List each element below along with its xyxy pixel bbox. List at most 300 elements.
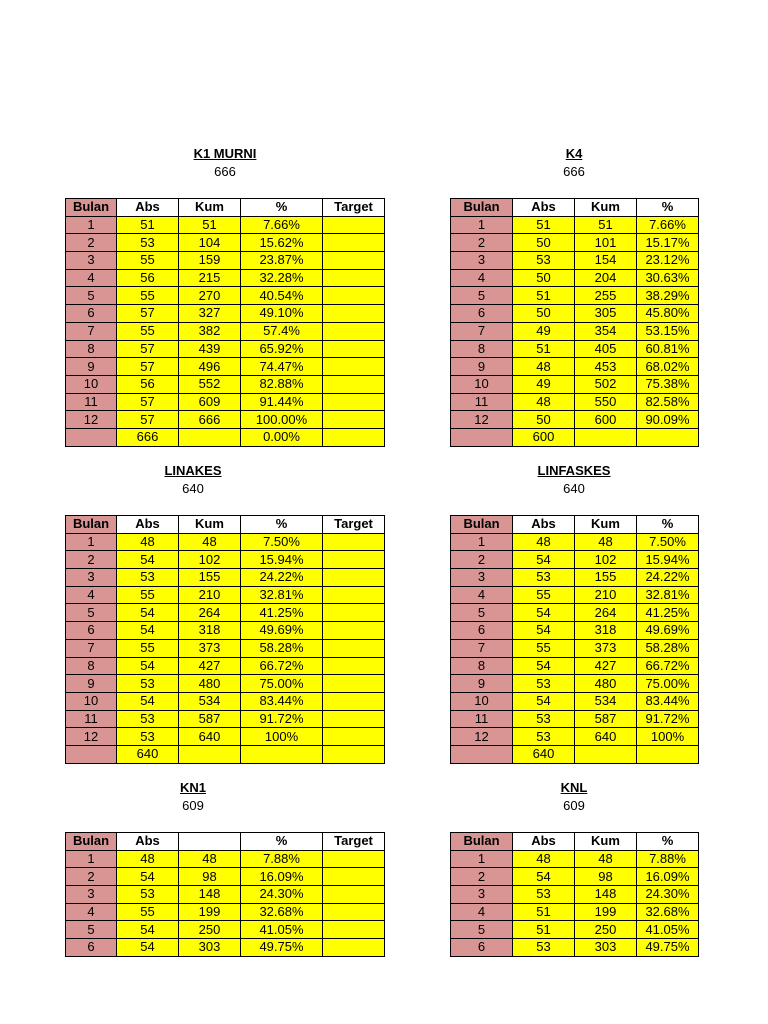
data-cell[interactable]: 53 <box>117 710 179 728</box>
data-cell[interactable]: 48 <box>513 850 575 868</box>
month-cell[interactable]: 1 <box>451 850 513 868</box>
data-cell[interactable]: 90.09% <box>637 411 699 429</box>
table-row <box>451 939 699 957</box>
data-cell[interactable]: 15.62% <box>241 234 323 252</box>
data-cell[interactable] <box>637 745 699 763</box>
data-cell[interactable]: 250 <box>575 921 637 939</box>
data-cell[interactable] <box>323 234 385 252</box>
data-cell[interactable]: 102 <box>179 551 241 569</box>
data-cell[interactable]: 54 <box>117 692 179 710</box>
month-cell[interactable]: 10 <box>66 692 117 710</box>
data-cell[interactable]: 199 <box>179 903 241 921</box>
data-cell[interactable] <box>323 551 385 569</box>
data-cell[interactable]: 15.94% <box>241 551 323 569</box>
data-cell[interactable] <box>323 216 385 234</box>
data-cell[interactable]: 41.25% <box>241 604 323 622</box>
data-cell[interactable]: 318 <box>179 622 241 640</box>
table-row <box>451 921 699 939</box>
month-cell[interactable]: 7 <box>451 639 513 657</box>
data-cell[interactable] <box>323 745 385 763</box>
data-cell[interactable]: 502 <box>575 375 637 393</box>
data-cell[interactable] <box>323 886 385 904</box>
data-cell[interactable]: 53 <box>513 675 575 693</box>
month-cell[interactable]: 9 <box>451 675 513 693</box>
month-cell[interactable]: 10 <box>66 375 117 393</box>
data-cell[interactable]: 15.94% <box>637 551 699 569</box>
data-cell[interactable]: 55 <box>117 903 179 921</box>
table-header-row <box>66 516 385 534</box>
data-cell[interactable] <box>323 692 385 710</box>
data-cell[interactable] <box>323 252 385 270</box>
data-cell[interactable]: 50 <box>513 411 575 429</box>
data-cell[interactable]: 264 <box>575 604 637 622</box>
data-cell[interactable] <box>323 393 385 411</box>
data-cell[interactable]: 54 <box>513 551 575 569</box>
data-cell[interactable]: 210 <box>179 586 241 604</box>
table-row <box>66 551 385 569</box>
data-cell[interactable]: 480 <box>179 675 241 693</box>
data-cell[interactable]: 48 <box>179 850 241 868</box>
month-cell[interactable]: 8 <box>451 657 513 675</box>
data-cell[interactable]: 91.44% <box>241 393 323 411</box>
month-cell[interactable]: 1 <box>66 216 117 234</box>
data-cell[interactable]: 32.28% <box>241 269 323 287</box>
data-cell[interactable]: 57 <box>117 305 179 323</box>
data-cell[interactable]: 65.92% <box>241 340 323 358</box>
month-cell[interactable]: 3 <box>451 569 513 587</box>
data-cell[interactable]: 24.30% <box>241 886 323 904</box>
data-cell[interactable]: 453 <box>575 358 637 376</box>
month-cell[interactable]: 5 <box>451 287 513 305</box>
data-cell[interactable]: 48 <box>513 358 575 376</box>
data-cell[interactable]: 102 <box>575 551 637 569</box>
data-cell[interactable]: 53 <box>117 728 179 746</box>
month-cell[interactable]: 1 <box>66 533 117 551</box>
data-cell[interactable] <box>323 850 385 868</box>
month-cell[interactable]: 6 <box>66 622 117 640</box>
data-cell[interactable] <box>575 428 637 446</box>
data-cell[interactable]: 496 <box>179 358 241 376</box>
data-cell[interactable]: 75.38% <box>637 375 699 393</box>
data-cell[interactable]: 55 <box>117 252 179 270</box>
data-cell[interactable] <box>323 639 385 657</box>
month-cell[interactable]: 8 <box>66 657 117 675</box>
data-cell[interactable]: 40.54% <box>241 287 323 305</box>
data-cell[interactable] <box>323 340 385 358</box>
month-cell[interactable]: 5 <box>66 921 117 939</box>
data-cell[interactable]: 7.50% <box>637 533 699 551</box>
data-cell[interactable] <box>637 428 699 446</box>
data-cell[interactable] <box>323 675 385 693</box>
month-cell[interactable]: 1 <box>451 216 513 234</box>
data-cell[interactable]: 54 <box>117 921 179 939</box>
data-cell[interactable]: 51 <box>513 216 575 234</box>
data-cell[interactable]: 53 <box>117 675 179 693</box>
data-cell[interactable]: 32.68% <box>637 903 699 921</box>
data-cell[interactable]: 48 <box>513 393 575 411</box>
data-cell[interactable] <box>323 939 385 957</box>
data-cell[interactable]: 53 <box>513 252 575 270</box>
data-cell[interactable]: 666 <box>117 428 179 446</box>
data-cell[interactable]: 100% <box>241 728 323 746</box>
data-cell[interactable]: 373 <box>575 639 637 657</box>
data-cell[interactable]: 55 <box>117 287 179 305</box>
knl-table <box>450 832 699 957</box>
data-cell[interactable]: 41.25% <box>637 604 699 622</box>
data-cell[interactable]: 98 <box>179 868 241 886</box>
data-cell[interactable]: 155 <box>575 569 637 587</box>
data-cell[interactable]: 148 <box>575 886 637 904</box>
data-cell[interactable]: 587 <box>575 710 637 728</box>
data-cell[interactable]: 159 <box>179 252 241 270</box>
data-cell[interactable]: 41.05% <box>637 921 699 939</box>
data-cell[interactable]: 91.72% <box>241 710 323 728</box>
data-cell[interactable] <box>323 868 385 886</box>
data-cell[interactable]: 51 <box>179 216 241 234</box>
data-cell[interactable]: 75.00% <box>241 675 323 693</box>
data-cell[interactable]: 53 <box>513 939 575 957</box>
month-cell[interactable]: 8 <box>451 340 513 358</box>
month-cell[interactable]: 10 <box>451 375 513 393</box>
table-row <box>451 903 699 921</box>
month-cell[interactable] <box>451 745 513 763</box>
data-cell[interactable]: 48 <box>179 533 241 551</box>
data-cell[interactable]: 54 <box>117 868 179 886</box>
month-cell[interactable]: 1 <box>66 850 117 868</box>
data-cell[interactable]: 55 <box>513 586 575 604</box>
month-cell[interactable]: 12 <box>66 411 117 429</box>
data-cell[interactable]: 57 <box>117 340 179 358</box>
data-cell[interactable]: 427 <box>179 657 241 675</box>
data-cell[interactable] <box>323 710 385 728</box>
data-cell[interactable]: 264 <box>179 604 241 622</box>
month-cell[interactable]: 9 <box>451 358 513 376</box>
data-cell[interactable]: 30.63% <box>637 269 699 287</box>
data-cell[interactable]: 55 <box>513 639 575 657</box>
data-cell[interactable]: 23.12% <box>637 252 699 270</box>
data-cell[interactable]: 32.81% <box>637 586 699 604</box>
data-cell[interactable] <box>323 586 385 604</box>
month-cell[interactable]: 4 <box>451 903 513 921</box>
data-cell[interactable]: 83.44% <box>637 692 699 710</box>
month-cell[interactable]: 4 <box>451 586 513 604</box>
data-cell[interactable]: 48 <box>575 533 637 551</box>
data-cell[interactable]: 100.00% <box>241 411 323 429</box>
data-cell[interactable]: 91.72% <box>637 710 699 728</box>
data-cell[interactable]: 51 <box>513 340 575 358</box>
month-cell[interactable]: 7 <box>451 322 513 340</box>
data-cell[interactable]: 51 <box>513 287 575 305</box>
data-cell[interactable]: 48 <box>117 533 179 551</box>
data-cell[interactable]: 100% <box>637 728 699 746</box>
month-cell[interactable]: 3 <box>451 252 513 270</box>
month-cell[interactable]: 6 <box>66 305 117 323</box>
data-cell[interactable] <box>323 269 385 287</box>
data-cell[interactable]: 56 <box>117 375 179 393</box>
data-cell[interactable]: 57 <box>117 393 179 411</box>
data-cell[interactable] <box>323 358 385 376</box>
data-cell[interactable]: 24.22% <box>637 569 699 587</box>
data-cell[interactable]: 104 <box>179 234 241 252</box>
month-cell[interactable]: 4 <box>66 586 117 604</box>
data-cell[interactable]: 439 <box>179 340 241 358</box>
column-header: Abs <box>513 833 575 851</box>
table-row <box>451 234 699 252</box>
data-cell[interactable] <box>323 533 385 551</box>
month-cell[interactable]: 2 <box>451 551 513 569</box>
data-cell[interactable]: 600 <box>513 428 575 446</box>
month-cell[interactable]: 7 <box>66 322 117 340</box>
data-cell[interactable] <box>323 305 385 323</box>
data-cell[interactable]: 24.22% <box>241 569 323 587</box>
data-cell[interactable]: 45.80% <box>637 305 699 323</box>
data-cell[interactable]: 54 <box>513 657 575 675</box>
data-cell[interactable] <box>323 287 385 305</box>
month-cell[interactable]: 4 <box>66 269 117 287</box>
data-cell[interactable]: 480 <box>575 675 637 693</box>
data-cell[interactable] <box>323 903 385 921</box>
data-cell[interactable]: 60.81% <box>637 340 699 358</box>
data-cell[interactable]: 82.88% <box>241 375 323 393</box>
data-cell[interactable] <box>241 745 323 763</box>
data-cell[interactable]: 54 <box>117 551 179 569</box>
data-cell[interactable]: 318 <box>575 622 637 640</box>
data-cell[interactable]: 53 <box>513 710 575 728</box>
data-cell[interactable]: 53 <box>117 234 179 252</box>
month-cell[interactable]: 6 <box>451 305 513 323</box>
data-cell[interactable]: 51 <box>513 903 575 921</box>
month-cell[interactable]: 8 <box>66 340 117 358</box>
data-cell[interactable]: 57 <box>117 411 179 429</box>
data-cell[interactable]: 54 <box>117 604 179 622</box>
data-cell[interactable]: 50 <box>513 269 575 287</box>
data-cell[interactable]: 98 <box>575 868 637 886</box>
data-cell[interactable]: 53 <box>513 886 575 904</box>
data-cell[interactable] <box>323 569 385 587</box>
month-cell[interactable]: 6 <box>451 939 513 957</box>
data-cell[interactable]: 405 <box>575 340 637 358</box>
month-cell[interactable]: 2 <box>66 234 117 252</box>
data-cell[interactable]: 54 <box>513 622 575 640</box>
month-cell[interactable]: 5 <box>451 921 513 939</box>
data-cell[interactable]: 48 <box>575 850 637 868</box>
data-cell[interactable]: 54 <box>117 622 179 640</box>
month-cell[interactable]: 5 <box>66 604 117 622</box>
data-cell[interactable] <box>323 428 385 446</box>
data-cell[interactable] <box>179 428 241 446</box>
data-cell[interactable]: 54 <box>117 657 179 675</box>
data-cell[interactable]: 75.00% <box>637 675 699 693</box>
data-cell[interactable]: 7.88% <box>637 850 699 868</box>
month-cell[interactable]: 2 <box>66 868 117 886</box>
data-cell[interactable]: 41.05% <box>241 921 323 939</box>
data-cell[interactable]: 66.72% <box>637 657 699 675</box>
data-cell[interactable] <box>323 657 385 675</box>
data-cell[interactable] <box>179 745 241 763</box>
data-cell[interactable]: 56 <box>117 269 179 287</box>
month-cell[interactable]: 2 <box>451 234 513 252</box>
data-cell[interactable]: 303 <box>179 939 241 957</box>
data-cell[interactable]: 23.87% <box>241 252 323 270</box>
data-cell[interactable]: 32.68% <box>241 903 323 921</box>
data-cell[interactable]: 148 <box>179 886 241 904</box>
data-cell[interactable]: 83.44% <box>241 692 323 710</box>
data-cell[interactable]: 250 <box>179 921 241 939</box>
data-cell[interactable]: 53.15% <box>637 322 699 340</box>
data-cell[interactable]: 49.69% <box>637 622 699 640</box>
data-cell[interactable] <box>323 921 385 939</box>
month-cell[interactable]: 12 <box>451 411 513 429</box>
data-cell[interactable]: 16.09% <box>241 868 323 886</box>
month-cell[interactable]: 4 <box>451 269 513 287</box>
month-cell[interactable]: 2 <box>66 551 117 569</box>
data-cell[interactable]: 215 <box>179 269 241 287</box>
data-cell[interactable]: 53 <box>513 728 575 746</box>
table-row <box>451 639 699 657</box>
data-cell[interactable]: 16.09% <box>637 868 699 886</box>
month-cell[interactable]: 12 <box>66 728 117 746</box>
data-cell[interactable]: 270 <box>179 287 241 305</box>
data-cell[interactable]: 49.75% <box>241 939 323 957</box>
data-cell[interactable]: 53 <box>117 886 179 904</box>
k1-murni-target-value: 666 <box>214 164 236 179</box>
data-cell[interactable]: 210 <box>575 586 637 604</box>
data-cell[interactable]: 57.4% <box>241 322 323 340</box>
data-cell[interactable]: 49.10% <box>241 305 323 323</box>
month-cell[interactable]: 11 <box>66 393 117 411</box>
data-cell[interactable] <box>323 322 385 340</box>
month-cell[interactable]: 6 <box>451 622 513 640</box>
data-cell[interactable]: 640 <box>575 728 637 746</box>
month-cell[interactable]: 5 <box>451 604 513 622</box>
data-cell[interactable]: 666 <box>179 411 241 429</box>
data-cell[interactable] <box>575 745 637 763</box>
month-cell[interactable]: 7 <box>66 639 117 657</box>
data-cell[interactable]: 54 <box>513 868 575 886</box>
data-cell[interactable]: 24.30% <box>637 886 699 904</box>
month-cell[interactable]: 11 <box>451 710 513 728</box>
data-cell[interactable] <box>323 622 385 640</box>
data-cell[interactable]: 58.28% <box>241 639 323 657</box>
table-row <box>66 428 385 446</box>
data-cell[interactable]: 600 <box>575 411 637 429</box>
data-cell[interactable]: 51 <box>575 216 637 234</box>
data-cell[interactable]: 32.81% <box>241 586 323 604</box>
data-cell[interactable]: 550 <box>575 393 637 411</box>
data-cell[interactable]: 101 <box>575 234 637 252</box>
table-row <box>451 375 699 393</box>
month-cell[interactable]: 1 <box>451 533 513 551</box>
data-cell[interactable]: 48 <box>117 850 179 868</box>
data-cell[interactable] <box>323 604 385 622</box>
data-cell[interactable] <box>323 375 385 393</box>
data-cell[interactable]: 53 <box>117 569 179 587</box>
data-cell[interactable]: 51 <box>117 216 179 234</box>
data-cell[interactable]: 0.00% <box>241 428 323 446</box>
data-cell[interactable]: 255 <box>575 287 637 305</box>
data-cell[interactable]: 49 <box>513 322 575 340</box>
data-cell[interactable]: 640 <box>513 745 575 763</box>
data-cell[interactable]: 53 <box>513 569 575 587</box>
data-cell[interactable]: 54 <box>117 939 179 957</box>
data-cell[interactable]: 48 <box>513 533 575 551</box>
data-cell[interactable]: 552 <box>179 375 241 393</box>
data-cell[interactable]: 640 <box>179 728 241 746</box>
data-cell[interactable]: 382 <box>179 322 241 340</box>
data-cell[interactable]: 55 <box>117 639 179 657</box>
data-cell[interactable]: 58.28% <box>637 639 699 657</box>
data-cell[interactable]: 534 <box>575 692 637 710</box>
month-cell[interactable]: 9 <box>66 675 117 693</box>
data-cell[interactable]: 587 <box>179 710 241 728</box>
month-cell[interactable]: 9 <box>66 358 117 376</box>
data-cell[interactable]: 154 <box>575 252 637 270</box>
data-cell[interactable]: 49 <box>513 375 575 393</box>
data-cell[interactable]: 199 <box>575 903 637 921</box>
data-cell[interactable]: 609 <box>179 393 241 411</box>
data-cell[interactable]: 7.66% <box>637 216 699 234</box>
data-cell[interactable]: 15.17% <box>637 234 699 252</box>
month-cell[interactable] <box>451 428 513 446</box>
data-cell[interactable]: 55 <box>117 322 179 340</box>
data-cell[interactable]: 82.58% <box>637 393 699 411</box>
data-cell[interactable]: 427 <box>575 657 637 675</box>
data-cell[interactable]: 49.75% <box>637 939 699 957</box>
month-cell[interactable]: 3 <box>66 569 117 587</box>
data-cell[interactable]: 57 <box>117 358 179 376</box>
data-cell[interactable]: 305 <box>575 305 637 323</box>
data-cell[interactable]: 50 <box>513 234 575 252</box>
month-cell[interactable]: 3 <box>66 252 117 270</box>
data-cell[interactable]: 7.88% <box>241 850 323 868</box>
data-cell[interactable]: 54 <box>513 692 575 710</box>
month-cell[interactable]: 3 <box>451 886 513 904</box>
data-cell[interactable]: 38.29% <box>637 287 699 305</box>
data-cell[interactable]: 49.69% <box>241 622 323 640</box>
data-cell[interactable]: 354 <box>575 322 637 340</box>
month-cell[interactable]: 5 <box>66 287 117 305</box>
data-cell[interactable]: 327 <box>179 305 241 323</box>
data-cell[interactable]: 66.72% <box>241 657 323 675</box>
data-cell[interactable]: 74.47% <box>241 358 323 376</box>
data-cell[interactable]: 54 <box>513 604 575 622</box>
data-cell[interactable]: 303 <box>575 939 637 957</box>
data-cell[interactable]: 7.66% <box>241 216 323 234</box>
month-cell[interactable]: 12 <box>451 728 513 746</box>
month-cell[interactable]: 6 <box>66 939 117 957</box>
month-cell[interactable]: 10 <box>451 692 513 710</box>
data-cell[interactable]: 7.50% <box>241 533 323 551</box>
data-cell[interactable]: 51 <box>513 921 575 939</box>
month-cell[interactable] <box>66 745 117 763</box>
data-cell[interactable]: 373 <box>179 639 241 657</box>
month-cell[interactable]: 4 <box>66 903 117 921</box>
data-cell[interactable]: 55 <box>117 586 179 604</box>
data-cell[interactable]: 204 <box>575 269 637 287</box>
month-cell[interactable]: 11 <box>451 393 513 411</box>
month-cell[interactable]: 11 <box>66 710 117 728</box>
data-cell[interactable] <box>323 728 385 746</box>
month-cell[interactable] <box>66 428 117 446</box>
data-cell[interactable]: 68.02% <box>637 358 699 376</box>
month-cell[interactable]: 3 <box>66 886 117 904</box>
data-cell[interactable] <box>323 411 385 429</box>
data-cell[interactable]: 50 <box>513 305 575 323</box>
data-cell[interactable]: 534 <box>179 692 241 710</box>
month-cell[interactable]: 2 <box>451 868 513 886</box>
data-cell[interactable]: 640 <box>117 745 179 763</box>
data-cell[interactable]: 155 <box>179 569 241 587</box>
